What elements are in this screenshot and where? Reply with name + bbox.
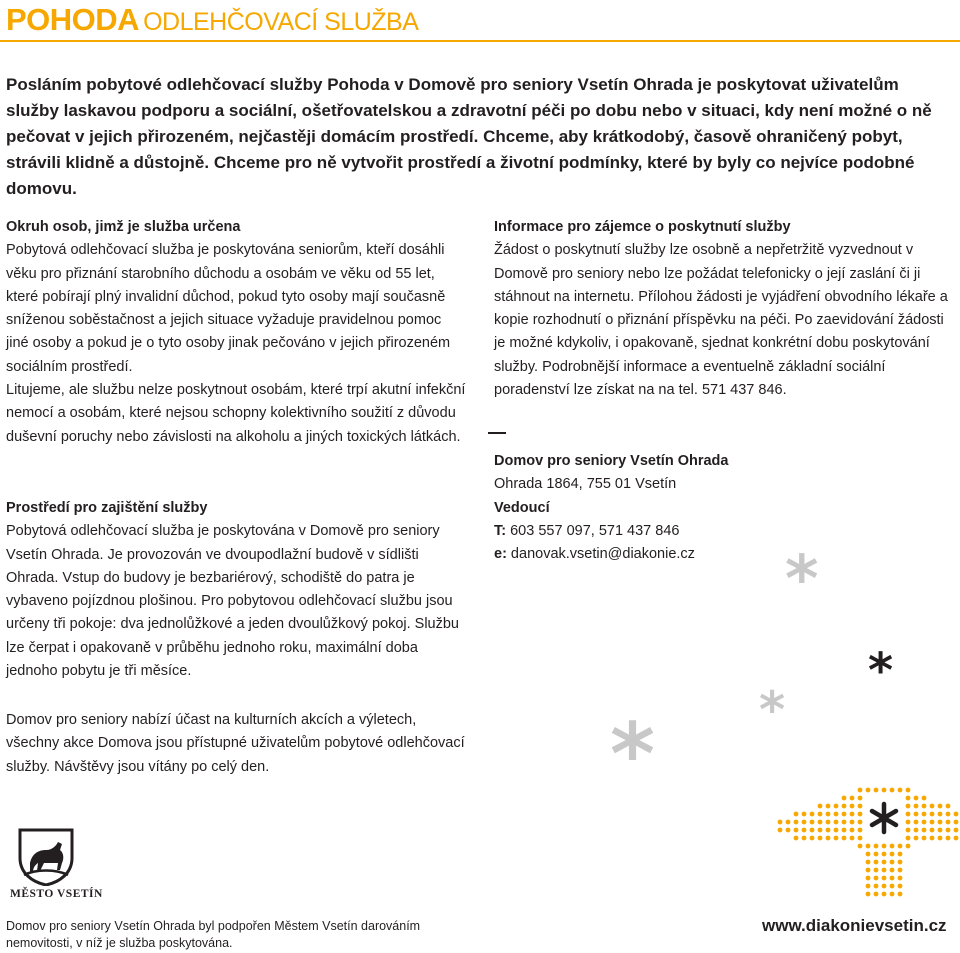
logo-dot [850,804,855,809]
logo-dot [826,804,831,809]
logo-dot [906,812,911,817]
logo-dot [802,836,807,841]
contact-org: Domov pro seniory Vsetín Ohrada [494,453,729,469]
logo-dot [882,860,887,865]
logo-dot [810,836,815,841]
logo-dot [802,828,807,833]
logo-dot [898,852,903,857]
logo-dot [882,852,887,857]
logo-dot [850,828,855,833]
logo-dot [842,796,847,801]
target-heading: Okruh osob, jimž je služba určena [6,219,241,235]
info-heading: Informace pro zájemce o poskytnutí služby [494,219,791,235]
contact-role: Vedoucí [494,499,550,516]
logo-dot [874,788,879,793]
logo-dot [850,820,855,825]
logo-dot [938,812,943,817]
info-paragraph: Žádost o poskytnutí služby lze osobně a nepřetržitě vyzvednout v Domově pro seniory nebo lze požádat telefonicky o její zaslání či ji stáhnout na internetu. Přílohou žádosti je vyjádření obvodního lékaře a kopie rozhodnutí o přiznání příspěvku na péči. Po zaevidování žádosti je možné kdykoliv, i opakovaně, sjednat konkrétní dobu poskytování služby. Podrobnější informace a eventuelně základní sociální poradenství lze získat na na tel. 571 437 846. [494,242,948,399]
logo-dot [866,884,871,889]
header-rule [0,40,960,42]
logo-dot [810,812,815,817]
page-title [6,2,418,40]
logo-dot [810,828,815,833]
logo-dot [834,836,839,841]
logo-dot [842,804,847,809]
target-paragraph-1: Pobytová odlehčovací služba je poskytována seniorům, kteří dosáhli věku pro přiznání starobního důchodu a osobám ve věku od 55 let, které pobírají plný invalidní důchod, pokud tyto osoby mají současně sníženou soběstačnost a jejich situace vyžaduje pravidelnou pomoc jiné osoby a pokud je o tyto osoby jinak pečováno v jejich přirozeném sociálním prostředí. [6,242,451,375]
logo-dot [866,892,871,897]
mission-text: Posláním pobytové odlehčovací služby Pohoda v Domově pro seniory Vsetín Ohrada je poskytovat uživatelům služby laskavou podporu a sociální, ošetřovatelskou a zdravotní péči po dobu nebo v situaci, kdy není možné o ně pečovat v jejich přirozeném, nejčastěji domácím prostředí. Chceme, aby krátkodobý, časově ohraničený pobyt, strávili klidně a důstojně. Chceme pro ně vytvořit prostředí a životní podmínky, které by byly co nejvíce podobné domovu. [6,75,932,198]
logo-dot [786,828,791,833]
logo-dot [866,868,871,873]
logo-dot [858,836,863,841]
asterisk-icon: * [759,681,786,739]
logo-dot [890,788,895,793]
mission-statement [6,72,954,202]
logo-dot [810,820,815,825]
logo-dot [826,836,831,841]
logo-dot [898,884,903,889]
logo-dot [818,836,823,841]
logo-dot [922,828,927,833]
asterisk-icon: * [868,643,894,699]
logo-dot [922,812,927,817]
brand-name: POHODA [6,2,140,37]
logo-dot [842,828,847,833]
logo-dot [866,876,871,881]
phone-label: T: [494,522,507,539]
logo-dot [882,884,887,889]
logo-dot [954,836,959,841]
contact-phone[interactable]: 603 557 097, 571 437 846 [506,522,680,539]
logo-dot [898,860,903,865]
logo-dot [794,836,799,841]
logo-dot [946,812,951,817]
footer-note [6,918,426,952]
logo-dot [898,868,903,873]
logo-dot [874,844,879,849]
logo-dot [850,796,855,801]
service-subtitle: ODLEHČOVACÍ SLUŽBA [143,8,419,36]
logo-dot [818,820,823,825]
logo-dot [842,812,847,817]
logo-dot [890,868,895,873]
logo-dot [834,820,839,825]
logo-dot [890,852,895,857]
logo-dot [882,868,887,873]
logo-dot [946,820,951,825]
applicant-info-section [494,216,954,402]
contact-address: Ohrada 1864, 755 01 Vsetín [494,476,677,493]
logo-dot [794,812,799,817]
logo-dot [922,820,927,825]
logo-dot [866,844,871,849]
logo-dot [898,876,903,881]
logo-dot [778,820,783,825]
logo-dot [914,796,919,801]
logo-dot [906,844,911,849]
logo-dot [946,804,951,809]
logo-dot [914,836,919,841]
logo-dot [794,820,799,825]
logo-dot [858,820,863,825]
logo-dot [954,820,959,825]
logo-dot [874,884,879,889]
logo-dot [930,804,935,809]
logo-dot [858,788,863,793]
logo-dot [930,836,935,841]
logo-dot [850,812,855,817]
logo-dot [890,884,895,889]
logo-dot [898,788,903,793]
logo-dot [882,844,887,849]
contact-block [494,450,924,566]
logo-dot [802,820,807,825]
logo-dot [858,812,863,817]
contact-divider [488,432,506,434]
logo-dot [778,828,783,833]
email-label: e: [494,546,507,563]
logo-dot [946,836,951,841]
logo-dot [906,796,911,801]
logo-dot [906,804,911,809]
logo-dot [794,828,799,833]
logo-dot [914,828,919,833]
logo-dot [786,820,791,825]
contact-email[interactable]: danovak.vsetin@diakonie.cz [506,546,695,563]
logo-dot [906,828,911,833]
logo-dot [930,812,935,817]
logo-dot [922,836,927,841]
logo-dot [818,828,823,833]
logo-dot [906,836,911,841]
logo-dot [930,820,935,825]
logo-dot [882,876,887,881]
logo-dot [826,820,831,825]
logo-dot [914,812,919,817]
logo-dot [922,804,927,809]
logo-dot [874,876,879,881]
logo-dot [850,836,855,841]
logo-dot [834,804,839,809]
environment-paragraph: Pobytová odlehčovací služba je poskytována v Domově pro seniory Vsetín Ohrada. Je provozován ve dvoupodlažní budově v sídlišti Ohrada. Vstup do budovy je bezbariérový, schodiště do patra je vybaveno pojízdnou plošinou. Pro pobytovou odlehčovací službu jsou určeny tři pokoje: dva jednolůžkové a jeden dvoulůžkový pokoj. Službu lze čerpat i opakovaně v průběhu jednoho roku, maximální doba jednoho pobytu je tři měsíce. [6,523,459,680]
asterisk-icon: * [610,705,655,805]
logo-dot [866,852,871,857]
logo-dot [866,788,871,793]
logo-dot [818,804,823,809]
logo-dot [818,812,823,817]
website-link[interactable]: www.diakonievsetin.cz [762,916,947,935]
logo-dot [874,860,879,865]
target-group-section [6,216,466,449]
logo-dot [858,844,863,849]
logo-dot [930,828,935,833]
activities-paragraph: Domov pro seniory nabízí účast na kulturních akcích a výletech, všechny akce Domova jsou přístupné uživatelům pobytové odlehčovací služby. Návštěvy jsou vítány po celý den. [6,712,465,775]
activities-section [6,709,466,779]
logo-dot [906,788,911,793]
logo-dot [842,820,847,825]
logo-dot [834,828,839,833]
header [0,0,960,44]
logo-dot [890,860,895,865]
logo-dot [866,860,871,865]
contact-phone-line [494,520,924,543]
crest-label: MĚSTO VSETÍN [10,888,103,900]
logo-dot [914,820,919,825]
logo-dot [858,796,863,801]
logo-dot [842,836,847,841]
logo-dot [938,828,943,833]
logo-dot [874,868,879,873]
logo-dot [874,852,879,857]
logo-dot [954,828,959,833]
footer-note-text: Domov pro seniory Vsetín Ohrada byl podpořen Městem Vsetín darováním nemovitosti, v níž je služba poskytována. [6,919,421,950]
logo-dot [954,812,959,817]
logo-dot [874,892,879,897]
logo-dot [938,820,943,825]
logo-dot [922,796,927,801]
target-paragraph-2: Litujeme, ale službu nelze poskytnout osobám, které trpí akutní infekční nemocí a osobám, které nejsou schopny kolektivního soužití z důvodu duševní poruchy nebo závislosti na alkoholu a jiných toxických látkách. [6,382,466,445]
logo-dot [882,788,887,793]
logo-dot [898,892,903,897]
logo-dot [802,812,807,817]
logo-dot [858,828,863,833]
logo-dot [890,892,895,897]
logo-dot [906,820,911,825]
logo-dot [938,836,943,841]
logo-dot [914,804,919,809]
logo-dot [882,892,887,897]
logo-dot [890,844,895,849]
logo-dot [826,812,831,817]
asterisk-icon: * [785,543,819,617]
logo-dot [938,804,943,809]
city-crest-icon [14,828,78,886]
contact-email-line [494,543,924,566]
logo-dot [858,804,863,809]
logo-dot [946,828,951,833]
logo-dot [890,876,895,881]
environment-section [6,497,466,683]
environment-heading: Prostředí pro zajištění služby [6,500,208,516]
logo-dot [898,844,903,849]
diakonie-dots-logo-icon [738,774,960,904]
logo-dot [834,812,839,817]
logo-dot [826,828,831,833]
